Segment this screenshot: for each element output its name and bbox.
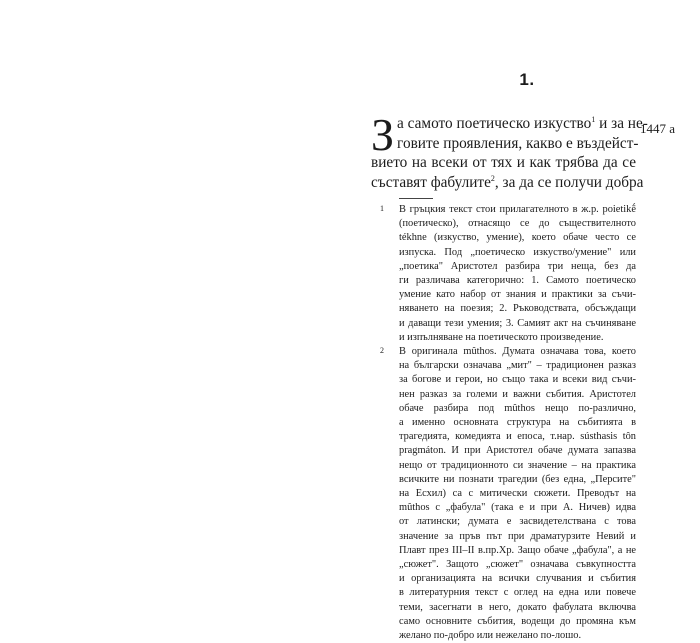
drop-cap: З	[371, 109, 395, 160]
footnote-number: 2	[380, 346, 384, 356]
footnote-line: желано по-добро или нежелано по-лошо.	[399, 630, 582, 642]
footnote-marker-2[interactable]: 2	[490, 173, 495, 183]
footnote-line: а именно основната структура на събитията в	[399, 417, 636, 429]
footnote-line: mûthos с „фабула" (така е и при А. Ничев) идва	[399, 502, 636, 514]
footnote-number: 1	[380, 204, 384, 213]
footnote-line: и организацията на всички случвания и събития	[399, 573, 636, 585]
footnote-line: Плавт през III–II в.пр.Хр. Защо обаче „фабула", а не	[399, 544, 636, 556]
main-paragraph	[371, 109, 648, 192]
main-text-line: съставят фабулите$^2$, за да се получи добра	[371, 173, 644, 191]
footnote-line: умение като набор от знания и практики за съчи-	[399, 289, 636, 301]
footnote-line: изпуска. Под „поетическо изкуство/умение" или	[399, 246, 636, 258]
footnote-line: всичките ни познати трагедии (без една, „Персите"	[399, 473, 636, 485]
footnote-1	[371, 203, 636, 345]
footnote-line: в литературния текст с оглед на една или повече	[399, 587, 636, 599]
footnote-line: и изпълняване на поетическото произведение.	[399, 331, 604, 343]
footnote-separator	[399, 198, 433, 199]
footnote-line: от латински; думата е засвидетелствана с това	[399, 516, 636, 528]
chapter-heading: 1.	[519, 70, 535, 89]
main-text-line: говите проявления, какво е въздейст-	[397, 134, 639, 152]
footnote-line: (поетическо), отнасящо се до съществителното	[399, 218, 636, 230]
footnote-2	[371, 345, 636, 643]
footnote-line: само основните събития, водещи до промяна към	[399, 615, 636, 627]
footnote-line: трагедията, комедията и епоса, т.нар. sústhasis tôn	[399, 431, 636, 443]
footnote-line: нещо от традиционното си значение – на практика	[399, 459, 636, 471]
footnote-line: на български означава „мит" – традиционен разказ	[399, 360, 636, 372]
footnote-line: нен разказ за големи и важни събития. Аристотел	[399, 388, 636, 400]
footnotes-section	[371, 203, 636, 643]
footnote-line: ги различава категорично: 1. Самото поетическо	[399, 275, 636, 287]
footnote-line: значение за пръв път при драматурзите Невий и	[399, 530, 636, 542]
footnote-line: pragmáton. И при Аристотел обаче думата запазва	[399, 445, 636, 457]
footnote-line: „сюжет". Защото „сюжет" означава съвкупността	[399, 559, 636, 571]
footnote-line: теми, засегнати в него, докато фабулата включва	[399, 601, 636, 613]
footnote-line: обаче разбира под mûthos нещо по-различно,	[399, 402, 636, 414]
footnote-line: за богове и герои, но също така и всеки вид съчи-	[399, 374, 636, 386]
footnote-line: на Есхил) са с митически сюжети. Преводът на	[399, 488, 636, 500]
footnote-line: tékhne (изкуство, умение), което обаче често се	[399, 232, 636, 244]
main-text-line: а самото поетическо изкуство$^1$ и за не-	[397, 114, 648, 132]
margin-reference: 1447 a	[640, 121, 676, 136]
footnote-line: В гръцкия текст стои прилагателното в ж.р. poietikḗ	[399, 204, 636, 215]
footnote-line: „поетика" Аристотел разбира три неща, без да	[399, 260, 636, 272]
footnote-line: и даващи тези умения; 3. Самият акт на съчиняване	[399, 317, 636, 329]
main-text-line: вието на всеки от тях и как трябва да се	[371, 154, 636, 171]
footnote-marker-1[interactable]: 1	[591, 114, 596, 124]
footnote-line: няването на поезия; 2. Ръководствата, обсъждащи	[399, 303, 636, 315]
footnote-line: В оригинала mûthos. Думата означава това, което	[399, 346, 636, 358]
